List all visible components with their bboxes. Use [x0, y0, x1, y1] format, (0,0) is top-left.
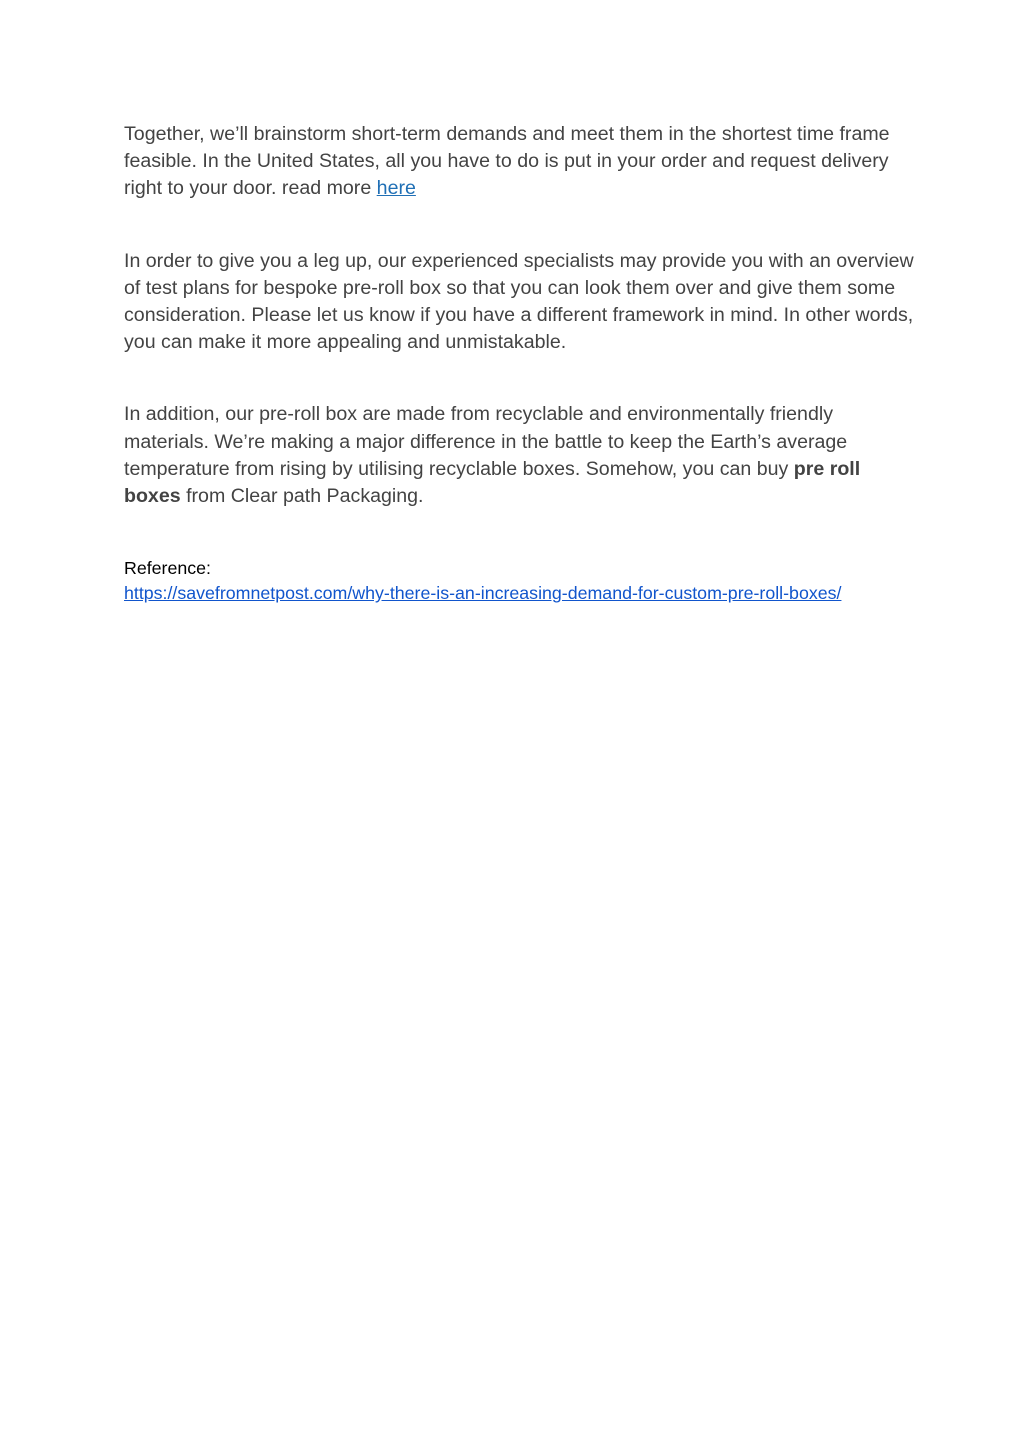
paragraph-3-text-before: In addition, our pre-roll box are made from recyclable and environmentally friendly materials. We’re making a major difference in the battle to keep the Earth’s average temperature from rising by utilising recyclable boxes. Somehow, you can buy	[124, 403, 848, 480]
paragraph-3-text-after: from Clear path Packaging.	[180, 485, 424, 508]
reference-link[interactable]: https://savefromnetpost.com/why-there-is-an-increasing-demand-for-custom-pre-roll-boxes/	[124, 583, 842, 604]
read-more-link[interactable]: here	[376, 177, 416, 200]
paragraph-1-text: Together, we’ll brainstorm short-term demands and meet them in the shortest time frame feasible. In the United States, all you have to do is put in your order and request delivery right to your door. read more	[124, 123, 890, 200]
paragraph-2-text: In order to give you a leg up, our experienced specialists may provide you with an overview of test plans for bespoke pre-roll box so that you can look them over and give them some consideration. Please let us know if you have a different framework in mind. In other words, you can make it more appealing and unmistakable.	[124, 249, 914, 354]
paragraph-2	[124, 248, 914, 357]
paragraph-1	[124, 121, 914, 203]
document-body	[124, 121, 914, 606]
reference-section	[124, 556, 914, 606]
paragraph-3	[124, 401, 914, 510]
reference-label: Reference:	[124, 558, 211, 579]
product-keyword: pre roll boxes	[124, 457, 861, 508]
